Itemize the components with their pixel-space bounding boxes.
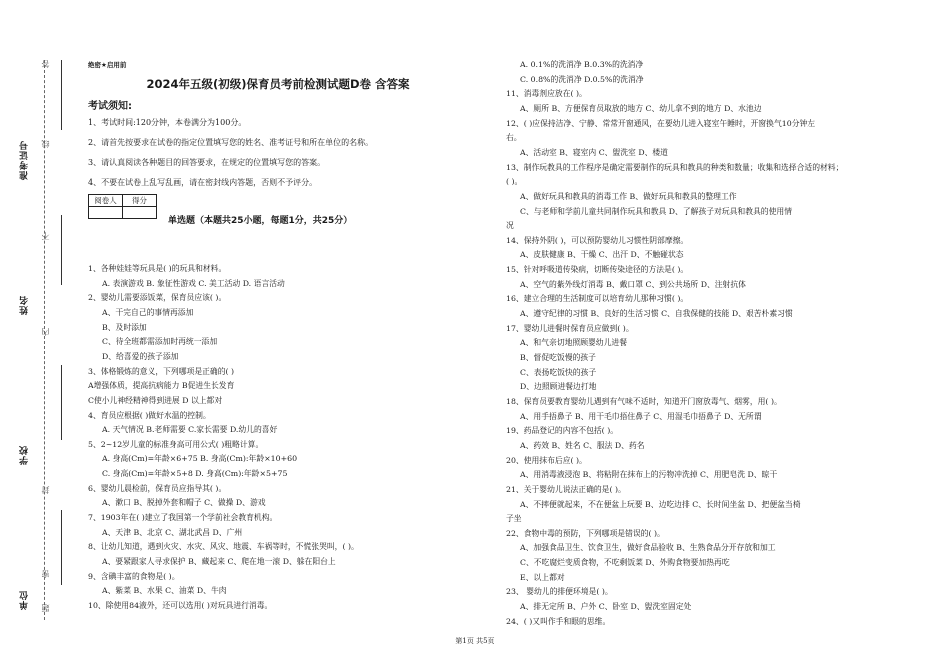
- answer-option: A、皮肤健康 B、干燥 C、出汗 D、不触碰状态: [520, 250, 684, 260]
- answer-option: A、紫菜 B、水果 C、油菜 D、牛肉: [102, 586, 227, 596]
- grader-header: 阅卷人: [89, 195, 123, 207]
- answer-option: A、和气亲切地照顾婴幼儿进餐: [520, 338, 627, 348]
- question-line: 21、关于婴幼儿说法正确的是( )。: [506, 484, 626, 494]
- answer-option: E、以上都对: [520, 572, 565, 582]
- question-line: 3、体格锻炼的意义，下列哪项是正确的( ): [88, 366, 235, 376]
- answer-option: A、要紧跟家人寻求保护 B、藏起来 C、爬在地一滚 D、躲在阳台上: [102, 557, 336, 566]
- answer-option: A、做好玩具和教具的消毒工作 B、做好玩具和教具的整理工作: [520, 191, 737, 201]
- question-line: 18、保育员要教育婴幼儿遇到有气味不适时，知道开门窗放毒气、烟雾，用( )。: [506, 396, 782, 406]
- answer-option: A、排无定所 B、户外 C、卧室 D、盥洗室固定处: [520, 602, 692, 612]
- binding-strip: [22, 40, 62, 640]
- answer-option: 子坐: [506, 514, 522, 524]
- score-header: 得分: [123, 195, 157, 207]
- question-line: 24、( )又叫作手和眼的思维。: [506, 616, 611, 626]
- answer-option: A. 表演游戏 B. 象征性游戏 C. 美工活动 D. 语言活动: [102, 278, 285, 288]
- question-line: C使小儿神经精神得到进展 D 以上都对: [88, 395, 223, 405]
- question-line: 4、育员应根据( )做好水温的控制。: [88, 410, 211, 420]
- score-cell[interactable]: [123, 207, 157, 219]
- answer-option: A、遵守纪律的习惯 B、良好的生活习惯 C、自我保健的技能 D、艰苦朴素习惯: [520, 309, 793, 319]
- question-line: 5、2~12岁儿童的标准身高可用公式( )粗略计算。: [88, 439, 264, 449]
- answer-option: A、用消毒液浸泡 B、将粘附在抹布上的污物冲洗掉 C、用肥皂洗 D、晾干: [520, 470, 778, 480]
- answer-option: D、给喜爱的孩子添加: [102, 351, 179, 361]
- seal-mark: 题: [41, 604, 50, 612]
- answer-option: D、边照顾进餐边打地: [520, 382, 597, 392]
- notice-item: 4、不要在试卷上乱写乱画，请在密封线内答题，否则不予评分。: [88, 178, 318, 187]
- answer-option: C. 身高(Cm)=年龄×5+8 D. 身高(Cm):年龄×5+75: [102, 469, 288, 479]
- section-title: 单选题（本题共25小题，每题1分，共25分）: [168, 216, 353, 226]
- secret-tag: 绝密★启用前: [88, 61, 127, 69]
- question-line: 6、婴幼儿晨检前，保育员应指导其( )。: [88, 483, 227, 493]
- answer-option: A、加强食品卫生、饮食卫生，做好食品验收 B、生熟食品分开存放和加工: [520, 543, 776, 553]
- question-line: 20、使用抹布后应( )。: [506, 455, 587, 465]
- question-line: A增强体质，提高抗病能力 B促进生长发育: [88, 381, 235, 391]
- answer-option: C、不吃腐烂变质食物，不吃剩饭菜 D、外购食物要加热再吃: [520, 558, 730, 568]
- question-line: 12、( )应保持洁净、宁静、常常开窗通风，在要幼儿进入寝室午睡时，开窗换气10分钟左: [506, 118, 816, 128]
- answer-option: A. 身高(Cm)=年龄×6+75 B. 身高(Cm):年龄×10+60: [102, 454, 298, 464]
- question-line: 22、食物中毒的预防，下列哪项是错误的( )。: [506, 528, 665, 538]
- notice-item: 1、考试时间:120分钟，本卷满分为100分。: [88, 118, 247, 127]
- notice-item: 3、请认真阅读各种题目的回答要求，在规定的位置填写您的答案。: [88, 158, 326, 167]
- answer-option: 况: [506, 221, 514, 231]
- question-line: 14、保持外阴( )，可以预防婴幼儿习惯性阴部摩擦。: [506, 235, 689, 245]
- question-line: 16、建立合理的生活制度可以培育幼儿那种习惯( )。: [506, 294, 689, 304]
- answer-option: C、表扬吃饭快的孩子: [520, 367, 597, 377]
- exam-title: 2024年五级(初级)保育员考前检测试题D卷 含答案: [146, 77, 410, 91]
- unit-label: 单位: [20, 590, 30, 610]
- question-line: 15、针对呼吸道传染病，切断传染途径的方法是( )。: [506, 265, 689, 275]
- ticket-fill-line: [61, 60, 62, 130]
- score-table: [88, 194, 157, 219]
- seal-mark: 内: [41, 328, 50, 336]
- notice-item: 2、请首先按要求在试卷的指定位置填写您的姓名、准考证号和所在单位的名称。: [88, 138, 374, 147]
- unit-fill-line: [61, 510, 62, 585]
- school-fill-line: [61, 365, 62, 440]
- answer-option: B、督促吃饭慢的孩子: [520, 353, 596, 362]
- seal-mark: 答: [41, 60, 50, 68]
- answer-option: C、待全班都需添加时再统一添加: [102, 337, 218, 347]
- question-line: 17、婴幼儿进餐时保育员应做到( )。: [506, 323, 634, 333]
- answer-option: B、及时添加: [102, 322, 147, 332]
- answer-option: A、漱口 B、脱掉外套和帽子 C、做操 D、游戏: [102, 498, 266, 508]
- seal-mark: 不: [41, 232, 50, 240]
- answer-option: A、药效 B、姓名 C、服法 D、药名: [520, 440, 645, 450]
- question-line: 13、制作玩教具的工作程序是确定需要制作的玩具和教具的种类和数量；收集和选择合适的材料；: [506, 162, 844, 172]
- question-line: 7、1903年在( )建立了我国第一个学前社会教育机构。: [88, 513, 278, 523]
- seal-mark: 密: [41, 570, 50, 578]
- question-line: 23、 婴幼儿的排便环境是( )。: [506, 587, 613, 597]
- ticket-label: 准考证号: [20, 140, 30, 180]
- grader-cell[interactable]: [89, 207, 123, 219]
- question-line: 8、让幼儿知道，遇到火灾、水灾、风灾、地震、车祸等时，不慌张哭叫，( )。: [88, 542, 359, 552]
- answer-option: A、干完自己的事情再添加: [102, 307, 194, 317]
- answer-option: A、用手捂鼻子 B、用干毛巾捂住鼻子 C、用湿毛巾捂鼻子 D、无所谓: [520, 411, 762, 421]
- answer-option: A、不摔便就起来，不在便盆上玩要 B、边吃边排 C、长时间坐盆 D、把便盆当椅: [520, 499, 801, 509]
- question-line: 11、消毒剂应放在( )。: [506, 89, 587, 99]
- answer-option: A、天津 B、北京 C、湖北武昌 D、广州: [102, 527, 243, 537]
- answer-option: A. 天气情况 B.老师需要 C.家长需要 D.幼儿的喜好: [102, 425, 278, 435]
- question-line: 2、婴幼儿需要添饭菜，保育员应该( )。: [88, 293, 227, 303]
- question-line: 10、除使用84液外，还可以选用( )对玩具进行消毒。: [88, 600, 273, 610]
- answer-option: A、空气的紫外线灯消毒 B、戴口罩 C、到公共场所 D、注射抗体: [520, 279, 746, 289]
- notice-heading: 考试须知:: [88, 101, 132, 112]
- answer-option: A. 0.1%的洗消净 B.0.3%的洗消净: [520, 60, 644, 69]
- answer-option: A、厕所 B、方便保育员取放的地方 C、幼儿拿不到的地方 D、水池边: [520, 103, 762, 113]
- answer-option: A、活动室 B、寝室内 C、盥洗室 D、楼道: [520, 147, 668, 157]
- answer-option: ( )。: [506, 177, 523, 187]
- answer-option: C. 0.8%的洗消净 D.0.5%的洗消净: [520, 74, 644, 84]
- seal-mark: 线: [41, 140, 50, 148]
- seal-mark: 封: [41, 486, 50, 494]
- question-line: 19、药品登记的内容不包括( )。: [506, 426, 619, 436]
- answer-option: 右。: [506, 133, 522, 143]
- answer-option: C、与老师和学前儿童共同制作玩具和教具 D、了解孩子对玩具和教具的使用情: [520, 206, 792, 216]
- name-fill-line: [61, 215, 62, 285]
- name-label: 姓名: [20, 295, 30, 315]
- question-line: 1、各种娃娃等玩具是( )的玩具和材料。: [88, 264, 227, 273]
- question-line: 9、含碘丰富的食物是( )。: [88, 571, 180, 581]
- school-label: 学校: [20, 445, 30, 465]
- page-footer: 第1页 共5页: [455, 637, 495, 645]
